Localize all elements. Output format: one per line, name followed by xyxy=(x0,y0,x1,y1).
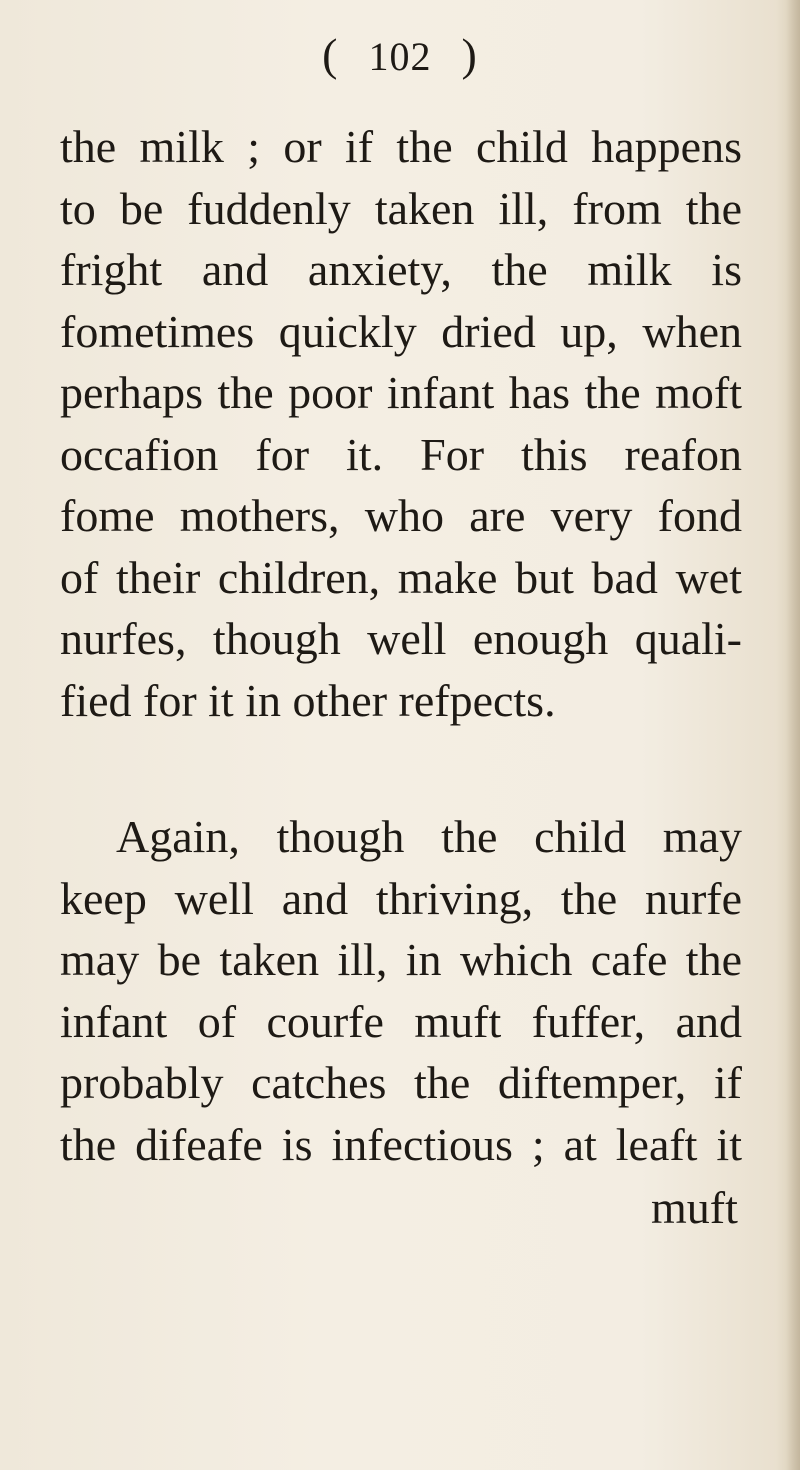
text-line: may be taken ill, in which cafe the xyxy=(60,934,742,985)
text-line: fied for it in other refpects. xyxy=(60,674,556,726)
text-line: fome mothers, who are very fond xyxy=(60,490,742,541)
page-edge-shadow xyxy=(786,0,800,1470)
text-line: Again, though the child may xyxy=(116,811,742,862)
text-line: nurfes, though well enough quali- xyxy=(60,613,742,664)
paragraph-1 xyxy=(60,116,742,731)
catchword: muft xyxy=(651,1182,738,1233)
text-line: fometimes quickly dried up, when xyxy=(60,305,742,357)
text-line: the milk ; or if the child happens xyxy=(60,121,742,172)
text-line: keep well and thriving, the nurfe xyxy=(60,872,742,924)
paragraph-2 xyxy=(60,806,742,1175)
page-header xyxy=(0,28,800,81)
text-line: probably catches the diftemper, if xyxy=(60,1057,742,1108)
header-close-paren: ) xyxy=(461,29,478,80)
text-line: perhaps the poor infant has the moft xyxy=(60,367,742,418)
text-line: of their children, make but bad wet xyxy=(60,551,742,603)
page-number: 102 xyxy=(368,34,432,79)
text-line: infant of courfe muft fuffer, and xyxy=(60,995,742,1047)
text-line: the difeafe is infectious ; at leaft it xyxy=(60,1118,742,1170)
text-line: occafion for it. For this reafon xyxy=(60,428,742,480)
text-line: fright and anxiety, the milk is xyxy=(60,244,742,295)
text-line: to be fuddenly taken ill, from the xyxy=(60,182,742,234)
header-open-paren: ( xyxy=(322,29,339,80)
